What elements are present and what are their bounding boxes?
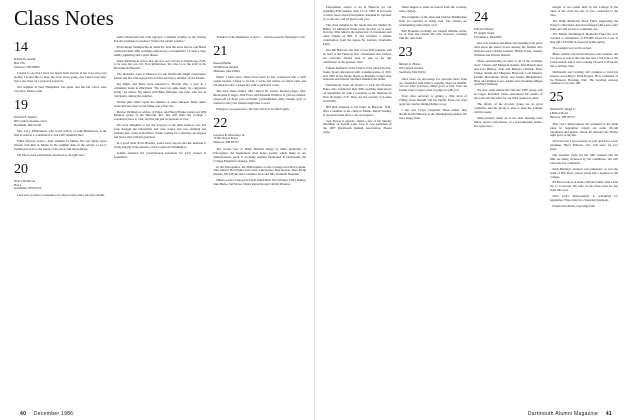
column-5	[399, 6, 468, 398]
body-paragraph: Jack Dowd, it appears, sailed a few of his Sunday mornings on Squam Lake. Jack is now president of the 1987 Dartmouth Alumni Association. Please write.	[323, 118, 392, 135]
body-paragraph: Eating in our experience. The hat will now be filled again.	[216, 106, 290, 111]
address-line: 33 Hillcrest Avenue	[213, 64, 239, 69]
body-paragraph: Our tentative plans for the 1987 reunion and the 60th are being reviewed by the committee. We will welcome any comments.	[549, 153, 618, 165]
column-3	[213, 36, 306, 406]
class-secretary-address	[550, 108, 619, 119]
body-paragraph: Thanks for the abundance of news — and the season's blessings to all!	[216, 36, 305, 39]
body-paragraph: We have had a good season of golf and have a new president, Harry Bullock, who will serve for two years.	[549, 139, 618, 152]
address-line: Robert H. Austin	[14, 57, 36, 61]
body-paragraph: Other matters taken up at the dues meeting were minor reports and matters of a housekeeping nature. We approved a	[474, 115, 543, 128]
body-paragraph: The class delights in the report that the Wilbur W. Butler '12 Memorial Fund totals $12,291 as of early October. This reflects the generosity of classmates and other friends of Bill. It also includes a sizable contribution from the Agnes M. Lindsay Charitable Fund.	[323, 22, 392, 47]
body-paragraph: Sid Moore had a mild heart attack but is all right now.	[17, 152, 85, 157]
body-paragraph: Dartmouth and bowling still continue to hold his interest, according to Mark Rogers. He is a member of the Hanover Bowling Club. His bowling average continues to be near 100.	[549, 69, 618, 86]
body-paragraph: The recent loss of Brian Brisden brings to mind memories of Palooyphas, the Sophomore class honor society which many of our undergraduate years. It probably seemed mentioned in Dartmouth, the College Elegant in January, 1922.	[213, 146, 306, 163]
body-paragraph: We note with satisfaction that the 1987 group will be larger. President Chase announced the results of the polls and the plans for our 63rd reunion in June.	[474, 88, 543, 101]
address-line: Needham, MA 02192	[398, 69, 426, 74]
body-paragraph: Ruth Bentley's absence was lamented, as was the death of Bill Ross, whose estate left a bequest to the College.	[549, 166, 618, 179]
column-4	[323, 6, 392, 398]
body-paragraph: I am sorry to have to announce two more losses since the last column.	[17, 193, 105, 198]
body-paragraph: Paleopithus, expect to be in Hanover for our sparkling 65th reunion, June 12-14, 1987. If you want to know more about Paleopithus, Kenneth D. Spooner Jr. or his son, will be glad to tell you.	[323, 6, 392, 21]
body-paragraph: Hello! I need news. There have been so few volunteers that a draft seems needed. Trying to be fair, I wrote last names on small cards and put them in a hat. I asked my wife to pick five cards.	[213, 75, 306, 88]
page-title: Class Notes	[14, 6, 114, 30]
address-line: Nancy Holbrook	[14, 178, 36, 183]
body-paragraph: The recipients of the Opal and Charles Zimmerman Fund are reported as doing well. The camera are accumulating with others of us.	[398, 14, 467, 27]
address-line: Providence, RI 02906	[474, 34, 502, 39]
class-secretary-address	[474, 28, 543, 39]
body-paragraph: Fifteen members of the Twelve class joined the Pre-Game Sports Reception with contemporaries of 1921 and 1920 in the Drake Room at Hopkins Center. Ray Acheson and Warren Spoffard attended the buffet.	[323, 65, 392, 82]
body-paragraph: Elmer Roberts spent a busy summer in Maine. He says many more friends visit him in Maine in the summer than in the winter, so he is looking forward to the return of the snow and the holidays.	[14, 139, 107, 151]
body-paragraph: The affairs of the tri-state group are in good condition, and the group is able to help the College with its needs.	[474, 102, 543, 114]
body-paragraph: Our 8th Hanover, the first of our 65th reunion, will be held at the Hanover Inn. Classmates and widows are welcome. Please plan to join us for this celebration of the greatest class.	[323, 48, 392, 64]
body-paragraph: Others wrote of his good friend Ralph Bell, Don Thorpe, Clary Dunne, Jake Burke, Sid Stone, Chuck Reynolds and Charlie Thomas.	[213, 178, 306, 187]
address-line: William B. Sleigh Jr.	[549, 107, 576, 112]
body-paragraph: This year's mini-reunion the weekend of the Penn game in September turned out some 30-odd classmates and guests. About 36 attended the Friday night party at the Inn.	[549, 121, 618, 138]
address-line: 6 Bolton Road	[549, 111, 568, 116]
address-line: Herbert G. Horne	[398, 62, 421, 67]
body-paragraph: We were delighted to see the Sawyers at the mini-reunion. Gus had gone through the wheelchair and cane stages and was standing and walking like a man in his fifties. While coming for a checkup, he stopped and had a visit with his grandson.	[113, 123, 207, 139]
address-line: Edward Wisner	[474, 27, 494, 31]
body-paragraph: Ed McGowan is at home with his family after a fine trip to Colorado. He tells of the three trips he has made this year.	[549, 180, 618, 193]
body-paragraph: Warren plus sisters spent the summer at Lake Sunapee. Betty Amos wrote that her letter to her father was a fine one.	[113, 99, 207, 108]
body-paragraph: Our summer in New Hampshire was quiet, and the fall colors were very fine. Please write.	[14, 85, 107, 94]
body-paragraph: Felicitations from all Twelve to Jack and Frances Dana, who celebrated their 60th wedding anniversary on September 20 with a reception at the Sheraton in New Rochelle, N.Y. They are the parents of Louise and Emily.	[323, 83, 392, 103]
body-paragraph: I last saw Lloyd Carpenter, Dean Alden, Ray Martin and Ed Murray at the Thanksgiving dinner. We had a happy time.	[398, 107, 467, 120]
address-line: 11 Brockway Road	[213, 136, 238, 141]
class-year-heading: 24	[474, 10, 488, 25]
body-paragraph: She drew these names: Mrs. Alfred M. Green, Roland Jaeger, Mrs. Rhodolphe P. Alger, John Frost, and Kenneth Waldron. If you are drafted, please tell us about your activities, grandchildren, daily routine, golf, or whatever else your friends might like to read.	[213, 89, 306, 105]
address-line: Hanover, NH 03755	[549, 114, 575, 119]
body-paragraph: Allan Weymouth and wife enjoyed a summer holiday in the Twenty that she promises to produce "before the winter solstice."	[113, 36, 207, 43]
body-paragraph: Our own reunion and mini-class meeting took place with about the usual crowd. Among the faithful who attended were Charles Gardner, Hiram Tower, Stanley Wanlaus and Warren Durrell.	[474, 41, 543, 58]
column-1	[14, 36, 107, 406]
body-paragraph: In the Paloopathos, the Philosophers on the College were Bob Lappin, Jake Gubser, Bob Baker, Ed Cotter, Jake Kelley, Ben Keaton, Russ Frank Dionne, Dick Hyde, Russ Galusha, Don and Mrs. Kenneth Sherman.	[213, 164, 306, 177]
issue-date: December 1986	[33, 411, 74, 417]
class-secretary-address	[213, 62, 306, 73]
class-secretary-address	[213, 134, 306, 145]
body-paragraph: Your class secretary is getting a little tired of writing about himself and his family. Even our class agent has trouble finding things to say.	[398, 94, 467, 107]
class-year-heading: 23	[398, 45, 413, 61]
column-6	[474, 6, 543, 398]
class-year-heading: 21	[213, 43, 228, 59]
body-paragraph: Those participating in some or all of the activities were: Chance and Margaret Adams, Don Barlett, Ray and Lisa Bishop, Stan and Barbara Chittick, Dave Clarke, Ralph and Margaret Hayward, Lois Heeney, Pauline Hawthorne, Harry and Jeanne Hildenbrand, Dick and Pauline Love, Austin and Josephine Magee and Betty Whitney.	[474, 59, 543, 87]
class-year-heading: 25	[549, 90, 564, 106]
page-number-right: 41	[605, 411, 612, 417]
column-2	[114, 36, 207, 406]
publication-name: Dartmouth Alumni Magazine	[527, 411, 599, 417]
body-paragraph: Sig Rigler and Betty have returned to Florida after a year in a retirement home in Maryland. "We were not quite ready for congregate living," he writes. Sig talked with Bing Whitaker and Jane, who live in Cincinnati, during the summer.	[113, 82, 207, 98]
body-paragraph: In a good letter from Phoenix, Laura Dow reports that her husband is living happily in the shadow of the Capitol in Washington.	[113, 140, 207, 149]
body-paragraph: The reunion was well received.	[552, 46, 592, 51]
address-line: Hanover, NH 03755	[213, 140, 239, 145]
body-paragraph: Marion Wellington, widow of Edgar, and Henry Hanks joined our 20th Reunion group at the Hanover Inn. She still finds the College a wonderful place to visit, and the Inn just as pleasant as ever.	[113, 109, 207, 122]
column-7	[550, 6, 619, 398]
body-paragraph: Adams attended the pre-Princeton luncheon for early classes in September.	[113, 150, 207, 159]
body-paragraph: The Buddy Worthington Memorial Fund has now received a contribution of $35,000 toward its total. A final gift of $5,000 is expected in the spring.	[549, 32, 618, 45]
body-paragraph: Julius Rippel is quite recovered from the coronary artery surgery.	[398, 6, 467, 13]
address-line: Peterson, NH 03850	[14, 64, 40, 69]
class-year-heading: 14	[14, 40, 28, 55]
class-secretary-address	[14, 58, 107, 69]
class-year-heading: 22	[213, 115, 228, 131]
body-paragraph: Doris Richardson writes that she has now moved to Pemetown, N.H., to be near her son. Dr. Fred Richardson '46, who is on the staff of the Monadnock Hospital.	[113, 58, 207, 71]
body-paragraph: Once more we encourage for personal news from our classmates with little or nothing. Don't be bashful. Give us what you have, either good or bad. Your old friends want to know what is going on with you.	[398, 76, 467, 93]
class-year-heading: 19	[14, 97, 28, 113]
class-year-heading: 20	[14, 161, 28, 177]
body-paragraph: merger of two funds held by the College in the name of the class but not, in fact, restricted to the class.	[549, 6, 618, 17]
page-number-left: 40	[20, 411, 27, 417]
address-line: Leonard R. Morrissey Sr.	[213, 132, 246, 137]
right-page	[314, 0, 628, 420]
body-paragraph: Bento Adams was much missed at the reunion, but it is good to report that she has had a fall tour of the Greek islands and is now looking forward to Hanover and to holiday trips.	[549, 52, 618, 68]
body-paragraph: The Hank Memorial Book Fund, supporting the library's collections, has been merged with a few other items and will be put to continued use.	[549, 18, 618, 31]
body-paragraph: The Sheldons were at Hanover for the Dartmouth Night ceremonies. Sutton and his wife enjoyed the bonfire and met a number of old friends.	[113, 72, 207, 81]
page-footer-left	[14, 411, 73, 417]
address-line: 603 Central Avenue	[398, 66, 424, 71]
address-line: Russell Butler	[213, 60, 232, 65]
address-line: Box 276	[14, 60, 25, 65]
page-footer-right	[528, 411, 618, 417]
address-line: Box 1	[14, 182, 22, 187]
body-paragraph: Bud Freeman, probably our longest lifetime writer, has at long last retired. He will, however, continue with his class fund.	[398, 28, 467, 41]
address-line: 805 Central Avenue, G211	[14, 118, 48, 123]
class-secretary-address	[399, 63, 468, 74]
body-paragraph: Bill Ball returned to his home in Hanover, N.H., after a summer at his camp in Maine. Ralph Steenby is reported home after a stay in hospital.	[323, 104, 392, 117]
body-paragraph: Next year's mini-reunion is scheduled for September. There may be a Saturday luncheon.	[549, 194, 618, 203]
address-line: Edward E. Martin	[14, 114, 37, 119]
body-paragraph: Mrs. Lucy Edmundson, who is the widow of John Henderson, is the first to send in a contribution to the 1987 Alumni Fund.	[14, 129, 107, 138]
body-paragraph: From Albert Steinbrecher in Santa Fe: here the news that he and Helen celebrated their 60th wedding anniversary on September 14 with a large family gathering and a quiet dinner.	[113, 44, 207, 57]
address-line: Grantham, NH 03753	[14, 186, 42, 191]
body-paragraph: Frank Van Orman, reporting from	[552, 204, 595, 209]
address-line: Methuen, MA 01844	[213, 68, 240, 73]
class-secretary-address	[14, 116, 107, 127]
class-secretary-address	[14, 180, 107, 191]
body-paragraph: I regret to say that I have not heard from anyone in the class since last spring; I would like to keep the class notes going, but I need your help. Just a few lines on a postcard would do.	[14, 71, 107, 84]
address-line: 67 Angell Street	[474, 30, 495, 35]
address-line: Needham, MA 02192	[14, 122, 42, 127]
